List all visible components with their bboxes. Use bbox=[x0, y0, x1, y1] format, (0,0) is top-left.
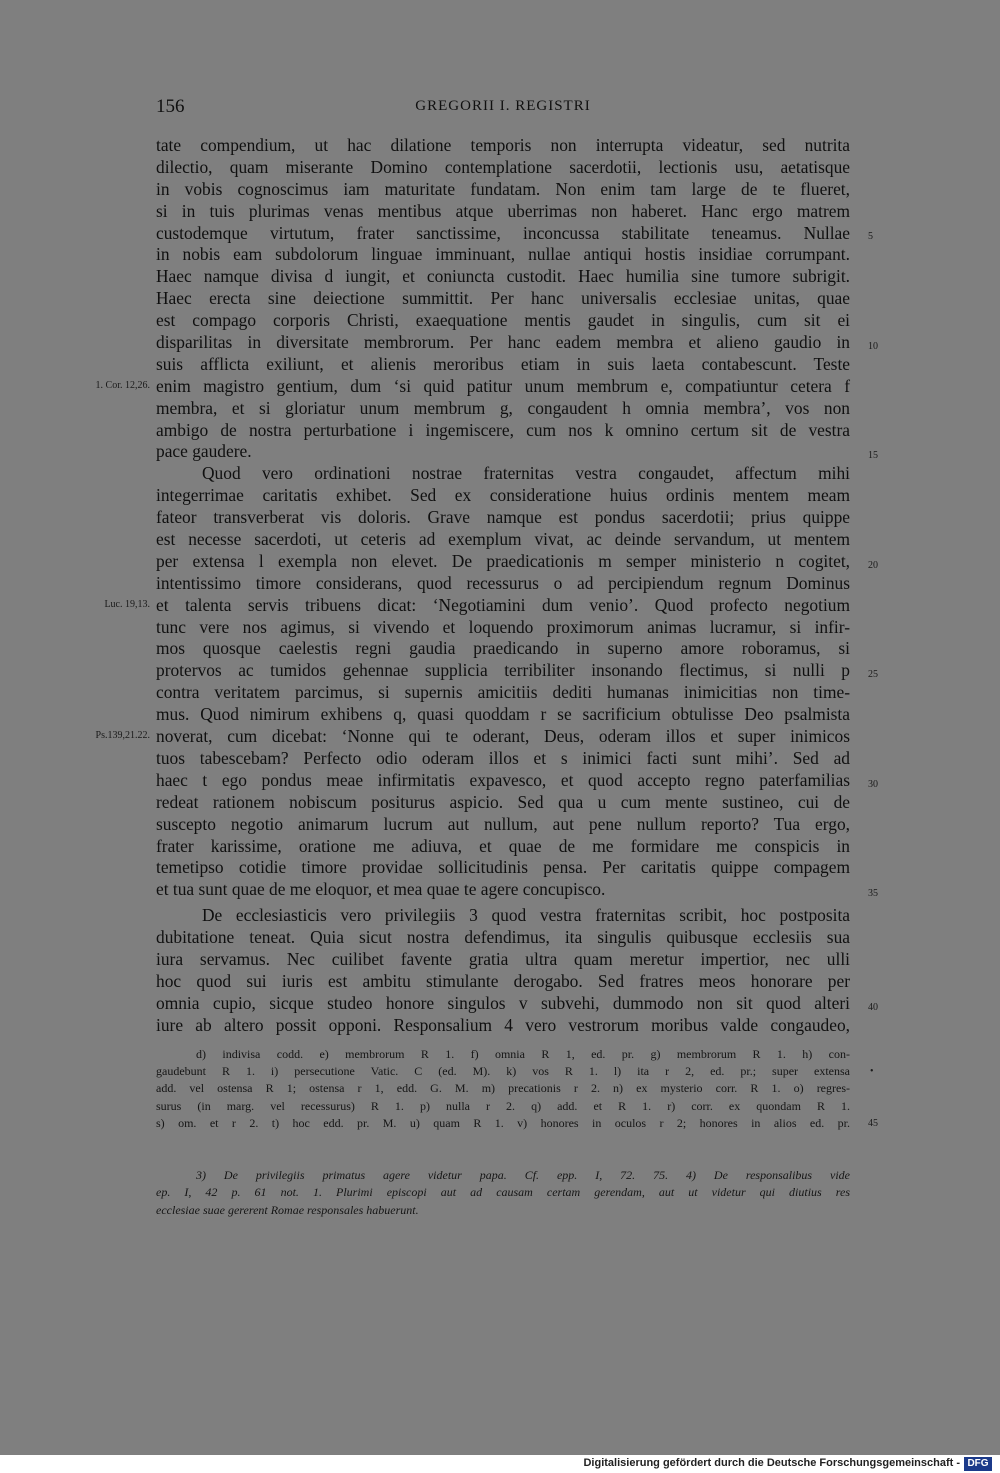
text-line: custodemque virtutum, frater sanctissime, inconcussa stabilitate teneamus. Nullae bbox=[156, 222, 850, 243]
text-line: integerrimae caritatis exhibet. Sed ex consideratione huius ordinis mentem meam bbox=[156, 485, 850, 506]
text-line: haec t ego pondus meae infirmitatis expavesco, et quod accepto regno paterfamilias bbox=[156, 769, 850, 790]
main-text bbox=[156, 135, 850, 1037]
text-line: enim magistro gentium, dum ‘si quid patitur unum membrum e, compatiuntur cetera f bbox=[156, 375, 850, 396]
margin-reference: Luc. 19,13. bbox=[104, 599, 150, 610]
line-number: 45 bbox=[868, 1118, 878, 1129]
text-line: mos quosque caelestis regni gaudia praedicando in superno amore roboramus, si bbox=[156, 638, 850, 659]
line-number: 35 bbox=[868, 888, 878, 899]
text-line: in nobis eam subdolorum linguae imminuant, nullae antiqui hostis insidiae corrumpant. bbox=[156, 244, 850, 265]
text-line: frater karissime, oratione me adiuva, et quae de me formidare me conspicis in bbox=[156, 835, 850, 856]
line-number: 30 bbox=[868, 779, 878, 790]
apparatus-line: gaudebunt R 1. i) persecutione Vatic. C (ed. M). k) vos R 1. l) ita r 2, ed. pr.; super extensa bbox=[156, 1064, 850, 1079]
text-line: ambigo de nostra perturbatione i ingemiscere, cum nos k omnino certum sit de vestra bbox=[156, 419, 850, 440]
text-line: intentissimo timore considerans, quod recessurus o ad percipiendum regnum Dominus bbox=[156, 572, 850, 593]
apparatus-line: s) om. et r 2. t) hoc edd. pr. M. u) quam R 1. v) honores in oculos r 2; honores in alios ed. pr. bbox=[156, 1115, 850, 1130]
line-number: 20 bbox=[868, 560, 878, 571]
line-number: 15 bbox=[868, 450, 878, 461]
text-line: hoc quod sui iuris est ambitu stimulante derogabo. Sed fratres meos honorare per bbox=[156, 970, 850, 991]
text-line: protervos ac tumidos gehennae supplicia terribiliter insonando flectimus, si nulli p bbox=[156, 660, 850, 681]
text-line: De ecclesiasticis vero privilegiis 3 quod vestra fraternitas scribit, hoc postposita bbox=[202, 905, 850, 926]
apparatus-line: add. vel ostensa R 1; ostensa r 1, edd. G. M. m) precationis r 2. n) ex mysterio corr. R 1. o) regres- bbox=[156, 1081, 850, 1096]
text-line: est necesse sacerdoti, ut ceteris ad exemplum vivat, ac deinde servandum, ut mentem bbox=[156, 529, 850, 550]
line-number: 25 bbox=[868, 669, 878, 680]
commentary-notes bbox=[156, 1167, 850, 1219]
text-line: mus. Quod nimirum exhibens q, quasi quoddam r se sacrificium obtulisse Deo psalmista bbox=[156, 704, 850, 725]
text-line: Quod vero ordinationi nostrae fraternitas vestra congaudet, affectum mihi bbox=[202, 463, 850, 484]
text-line: tunc vere nos agimus, si vivendo et loquendo proximorum animas lucramur, si infir- bbox=[156, 616, 850, 637]
line-number: 10 bbox=[868, 341, 878, 352]
commentary-line: 3) De privilegiis primatus agere videtur papa. Cf. epp. I, 72. 75. 4) De responsalibus vide bbox=[196, 1168, 850, 1182]
page-header bbox=[156, 96, 850, 120]
text-line: per extensa l exempla non elevet. De praedicationis m semper ministerio n cogitet, bbox=[156, 550, 850, 571]
text-line: tate compendium, ut hac dilatione temporis non interrupta videatur, sed nutrita bbox=[156, 135, 850, 155]
text-line: noverat, cum dicebat: ‘Nonne qui te oderant, Deus, oderam illos et super inimicos bbox=[156, 726, 850, 747]
page-number: 156 bbox=[156, 96, 185, 117]
text-line: in vobis cognoscimus iam maturitate fundatam. Non enim tam large de te flueret, bbox=[156, 178, 850, 199]
running-title: GREGORII I. REGISTRI bbox=[415, 98, 591, 114]
text-line: suscepto negotio animarum lucrum aut nullum, aut pene nullum reporto? Tua ergo, bbox=[156, 813, 850, 834]
commentary-line: ep. I, 42 p. 61 not. 1. Plurimi episcopi aut ad causam certam gerendam, aut ut videtur qui diutius res bbox=[156, 1185, 850, 1200]
text-line: dilectio, quam miserante Domino contemplatione sacerdotii, lectionis usu, aetatisque bbox=[156, 156, 850, 177]
text-line: disparilitas in diversitate membrorum. Per hanc eadem membra et alieno gaudio in bbox=[156, 332, 850, 353]
text-line: membra, et si gloriatur unum membrum g, congaudent h omnia membra’, vos non bbox=[156, 397, 850, 418]
text-line: fateor transverberat vis doloris. Grave namque est pondus sacerdotii; prius quippe bbox=[156, 507, 850, 528]
funding-banner bbox=[0, 1455, 1000, 1473]
text-line: Haec namque divisa d iungit, et coniuncta custodit. Haec humilia sine tumore subrigit. bbox=[156, 266, 850, 287]
text-line: contra veritatem parcimus, si supernis amicitiis dediti humanas inimicitias non time- bbox=[156, 682, 850, 703]
funding-text: Digitalisierung gefördert durch die Deutsche Forschungsgemeinschaft - bbox=[583, 1457, 960, 1469]
text-line: temetipso cotidie timore providae sollicitudinis pensa. Per caritatis quippe compagem bbox=[156, 857, 850, 878]
critical-apparatus bbox=[156, 1046, 850, 1132]
dfg-logo-icon: DFG bbox=[964, 1457, 992, 1471]
line-number: 40 bbox=[868, 1002, 878, 1013]
margin-dot: • bbox=[870, 1066, 874, 1077]
text-line: tuos tabescebam? Perfecto odio oderam illos et s inimici facti sunt mihi’. Sed ad bbox=[156, 747, 850, 768]
margin-reference: 1. Cor. 12,26. bbox=[95, 380, 150, 391]
apparatus-line: surus (in marg. vel recessurus) R 1. p) nulla r 2. q) add. et R 1. r) corr. ex quondam R 1. bbox=[156, 1098, 850, 1113]
text-line: omnia cupio, sicque studeo honore singulos v subvehi, dummodo non sit quod alteri bbox=[156, 992, 850, 1013]
text-line: Haec erecta sine deiectione summittit. Per hanc universalis ecclesiae unitas, quae bbox=[156, 288, 850, 309]
text-line: iure ab altero possit opponi. Responsalium 4 vero vestrorum moribus valde congaudeo, bbox=[156, 1014, 850, 1035]
text-line: pace gaudere. bbox=[156, 441, 252, 462]
text-line: dubitatione teneat. Quia sicut nostra defendimus, ita singulis quibusque ecclesiis sua bbox=[156, 927, 850, 948]
text-line: si in tuis plurimas venas mentibus atque uberrimas non haberet. Hanc ergo matrem bbox=[156, 200, 850, 221]
text-line: et talenta servis tribuens dicat: ‘Negotiamini dum venio’. Quod profecto negotium bbox=[156, 594, 850, 615]
text-line: suis afflicta exiliunt, et alienis meroribus etiam in suis laeta contabescunt. Teste bbox=[156, 353, 850, 374]
line-number: 5 bbox=[868, 231, 873, 242]
commentary-line: ecclesiae suae gererent Romae responsales habuerunt. bbox=[156, 1202, 419, 1217]
text-line: et tua sunt quae de me eloquor, et mea quae te agere concupisco. bbox=[156, 879, 606, 900]
margin-reference: Ps.139,21.22. bbox=[95, 730, 150, 741]
text-line: redeat rationem nobiscum positurus aspicio. Sed qua u cum mente sustineo, cui de bbox=[156, 791, 850, 812]
text-line: est compago corporis Christi, exaequatione mentis gaudet in singulis, cum sit ei bbox=[156, 310, 850, 331]
apparatus-line: d) indivisa codd. e) membrorum R 1. f) omnia R 1, ed. pr. g) membrorum R 1. h) con- bbox=[196, 1047, 850, 1061]
text-line: iura servamus. Nec cuilibet favente gratia ultra quam meretur impertior, nec ulli bbox=[156, 948, 850, 969]
